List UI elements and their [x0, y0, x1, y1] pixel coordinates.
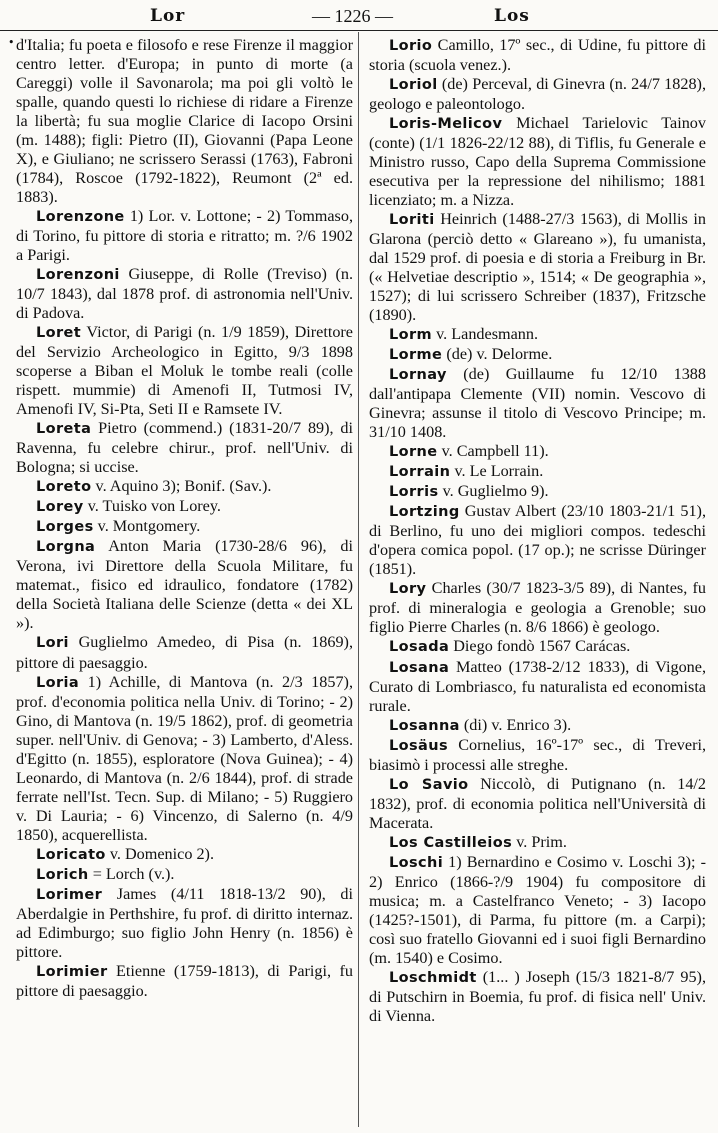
bullet-mark: •	[8, 36, 15, 49]
entry-headword: Loret	[36, 325, 82, 342]
entry-text: Anton Maria (1730-28/6 96), di Verona, ivi Direttore della Scuola Militare, fu matemat., fisico ed idraulico, fondatore (1782) della Società Italiana delle Scienze (detta « dei XL »).	[16, 537, 353, 633]
dictionary-entry	[16, 673, 353, 845]
dictionary-entry	[369, 716, 706, 736]
entry-headword: Lorges	[36, 519, 94, 536]
dictionary-entry	[16, 36, 353, 207]
entry-text: d'Italia; fu poeta e filosofo e rese Firenze il maggior centro letter. d'Europa; in punto di morte (a Careggi) volle il Savonarola; ma poi gli voltò le spalle, quando questi lo richiese di ridare a Firenze la libertà; fu sua moglie Clarice di Iacopo Orsini (m. 1488); figli: Pietro (II), Giovanni (Papa Leone X), e Giuliano; ne scrissero Serassi (1763), Fabroni (1784), Roscoe (1792-1822), Reumont (2ª ed. 1883).	[16, 36, 353, 207]
dictionary-entry	[16, 885, 353, 962]
dictionary-entry	[369, 114, 706, 210]
entry-headword: Loriti	[389, 212, 435, 229]
dictionary-entry	[369, 210, 706, 325]
entry-text: v. Domenico 2).	[105, 844, 214, 863]
entry-text: 1) Bernardino e Cosimo v. Loschi 3); - 2) Enrico (1866-?/9 1904) fu compositore di musica; m. a Castelfranco Veneto; - 3) Iacopo (1425?-1501), di Parma, fu pittore (m. a Carpi); così suo fratello Giovanni ed i suoi figli Bernardino (m. 1540) e Cosimo.	[369, 852, 706, 967]
entry-text: Gustav Albert (23/10 1803-21/1 51), di Berlino, fu uno dei migliori compos. tedeschi d'opera comica popol. (17 op.); ne scrisse Düringer (1851).	[369, 502, 706, 579]
entry-text: (de) v. Delorme.	[442, 345, 553, 364]
entry-headword: Lorme	[389, 347, 443, 364]
entry-text: v. Guglielmo 9).	[438, 482, 549, 501]
dictionary-entry	[369, 853, 706, 968]
entry-text: v. Tuisko von Lorey.	[83, 497, 221, 516]
entry-text: Matteo (1738-2/12 1833), di Vigone, Curato di Lombriasco, fu naturalista ed economista rurale.	[369, 657, 706, 715]
page-header	[0, 4, 718, 31]
dictionary-entry	[369, 833, 706, 853]
entry-text: 1) Achille, di Mantova (n. 2/3 1857), prof. d'economia politica nella Univ. di Torino; - 2) Gino, di Mantova (n. 19/5 1862), prof. di geometria super. nell'Univ. di Genova; - 3) Lamberto, d'Aless. d'Egitto (n. 1855), esploratore (Nova Guinea); - 4) Leonardo, di Mantova (n. 2/6 1844), prof. di strade ferrate nell'Ist. Tecn. Sup. di Milano; - 5) Ruggiero v. Di Lauria; - 6) Vincenzo, di Salerno (n. 4/9 1850), acquerellista.	[16, 672, 353, 844]
entry-headword: Lorimer	[36, 886, 103, 903]
header-right-word: Los	[494, 6, 530, 26]
page-number: — 1226 —	[312, 6, 393, 26]
dictionary-entry	[369, 579, 706, 637]
entry-headword: Loschi	[389, 854, 444, 871]
entry-headword: Loricato	[36, 846, 106, 863]
entry-headword: Losäus	[389, 737, 448, 754]
entry-headword: Losana	[389, 659, 450, 676]
dictionary-entry	[369, 736, 706, 775]
entry-text: Diego fondò 1567 Carácas.	[449, 637, 631, 656]
entry-headword: Lortzing	[389, 504, 460, 521]
entry-headword: Lorenzone	[36, 209, 125, 226]
entry-headword: Lorimier	[36, 963, 108, 980]
entry-headword: Lorich	[36, 866, 89, 883]
entry-text: Cornelius, 16º-17º sec., di Treveri, biasimò i processi alle streghe.	[369, 735, 706, 774]
dictionary-entry	[369, 75, 706, 114]
entry-text: Heinrich (1488-27/3 1563), di Mollis in Glarona (perciò detto « Glareano »), fu umanista, dal 1529 prof. di poesia e di storia a Freiburg in Br. (« Helvetiae descriptio », 1514; « De geographia », 1527); di lui scrissero Schreiber (1837), Fritzsche (1890).	[369, 210, 706, 325]
entry-text: (de) Perceval, di Ginevra (n. 24/7 1828), geologo e paleontologo.	[369, 75, 706, 114]
dictionary-entry	[369, 442, 706, 462]
entry-text: Pietro (commend.) (1831-20/7 89), di Ravenna, fu celebre chirur., prof. nell'Univ. di Bologna; si uccise.	[16, 419, 353, 477]
entry-text: Camillo, 17º sec., di Udine, fu pittore di storia (scuola venez.).	[369, 36, 706, 75]
dictionary-entry	[16, 207, 353, 265]
dictionary-entry	[16, 633, 353, 672]
entry-text: Guglielmo Amedeo, di Pisa (n. 1869), pittore di paesaggio.	[16, 633, 353, 672]
dictionary-entry	[16, 845, 353, 865]
entry-headword: Loschmidt	[389, 969, 477, 986]
entry-text: 1) Lor. v. Lottone; - 2) Tommaso, di Torino, fu pittore di storia e ritratto; m. ?/6 1902 a Parigi.	[16, 207, 353, 265]
dictionary-entry	[16, 419, 353, 477]
entry-text: Giuseppe, di Rolle (Treviso) (n. 10/7 1843), dal 1878 prof. di astronomia nell'Univ. di Padova.	[16, 265, 353, 323]
entry-headword: Lorne	[389, 444, 438, 461]
dictionary-entry	[369, 482, 706, 502]
header-left-word: Lor	[150, 6, 186, 26]
entry-headword: Lorris	[389, 484, 439, 501]
entry-text: (di) v. Enrico 3).	[459, 715, 572, 734]
entry-headword: Lorgna	[36, 539, 96, 556]
dictionary-entry	[369, 365, 706, 442]
dictionary-entry	[369, 502, 706, 579]
entry-headword: Loriol	[389, 77, 438, 94]
entry-text: v. Montgomery.	[93, 517, 201, 536]
entry-text: James (4/11 1818-13/2 90), di Aberdalgie in Perthshire, fu prof. di diritto internaz. ad Edimburgo; suo figlio John Henry (n. 1856) è pittore.	[16, 884, 353, 961]
entry-text: Charles (30/7 1823-3/5 89), di Nantes, fu prof. di mineralogia e geologia a Grenoble; suo figlio Pierre Charles (n. 8/6 1866) è geologo.	[369, 579, 706, 637]
dictionary-entry	[369, 775, 706, 833]
entry-headword: Loreta	[36, 421, 92, 438]
entry-headword: Los Castilleios	[389, 834, 513, 851]
entry-headword: Loria	[36, 674, 80, 691]
dictionary-entry	[369, 345, 706, 365]
entry-headword: Loris-Melicov	[389, 116, 503, 133]
entry-text: v. Le Lorrain.	[450, 462, 544, 481]
dictionary-entry	[16, 517, 353, 537]
entry-text: v. Landesmann.	[432, 325, 538, 344]
entry-headword: Lorio	[389, 38, 433, 54]
left-column	[16, 36, 353, 1001]
dictionary-entry	[16, 537, 353, 633]
dictionary-entry	[16, 265, 353, 323]
entry-text: = Lorch (v.).	[88, 864, 175, 883]
entry-headword: Lo Savio	[389, 776, 469, 793]
dictionary-entry	[369, 968, 706, 1026]
entry-headword: Lorm	[389, 327, 433, 344]
dictionary-entry	[16, 962, 353, 1001]
entry-text: Niccolò, di Putignano (n. 14/2 1832), prof. di economia politica nell'Università di Macerata.	[369, 774, 707, 832]
entry-headword: Lorenzoni	[36, 267, 120, 284]
dictionary-entry	[16, 497, 353, 517]
dictionary-entry	[16, 477, 353, 497]
entry-text: Michael Tarielovic Tainov (conte) (1/1 1826-22/12 88), di Tiflis, fu Generale e Ministro russo, Capo della Suprema Commissione esecutiva per la repressione del nihilismo; 1881 licenziato; m. a Nizza.	[369, 114, 706, 210]
dictionary-entry	[16, 323, 353, 419]
dictionary-entry	[16, 865, 353, 885]
entry-text: v. Prim.	[512, 832, 567, 851]
dictionary-entry	[369, 637, 706, 657]
right-column	[369, 36, 706, 1026]
dictionary-entry	[369, 36, 706, 75]
entry-headword: Lorey	[36, 499, 84, 516]
entry-headword: Lori	[36, 635, 69, 652]
dictionary-entry	[369, 325, 706, 345]
dictionary-entry	[369, 658, 706, 716]
entry-headword: Lorrain	[389, 464, 451, 481]
entry-text: Victor, di Parigi (n. 1/9 1859), Direttore del Servizio Archeologico in Egitto, 9/3 1898 scoperse a Biban el Moluk le tombe reali (colle rispett. mummie) di Amenofi II, Tutmosi IV, Amenofi IV, Si-Pta, Seti II e Ramsete IV.	[16, 323, 353, 419]
entry-headword: Lory	[389, 581, 427, 598]
entry-text: v. Campbell 11).	[437, 442, 549, 461]
column-divider	[358, 32, 359, 1127]
dictionary-entry	[369, 462, 706, 482]
entry-headword: Lornay	[389, 367, 447, 384]
entry-headword: Losanna	[389, 717, 460, 734]
entry-text: (1... ) Joseph (15/3 1821-8/7 95), di Putschirn in Boemia, fu prof. di fisica nell' Univ. di Vienna.	[369, 967, 706, 1025]
entry-text: (de) Guillaume fu 12/10 1388 dall'antipapa Clemente (VII) nomin. Vescovo di Ginevra; assunse il titolo di Vescovo Principe; m. 31/10 1408.	[369, 365, 706, 442]
entry-text: v. Aquino 3); Bonif. (Sav.).	[91, 477, 272, 496]
entry-headword: Loreto	[36, 479, 92, 496]
entry-headword: Losada	[389, 639, 450, 656]
entry-text: Etienne (1759-1813), di Parigi, fu pittore di paesaggio.	[16, 961, 353, 1000]
